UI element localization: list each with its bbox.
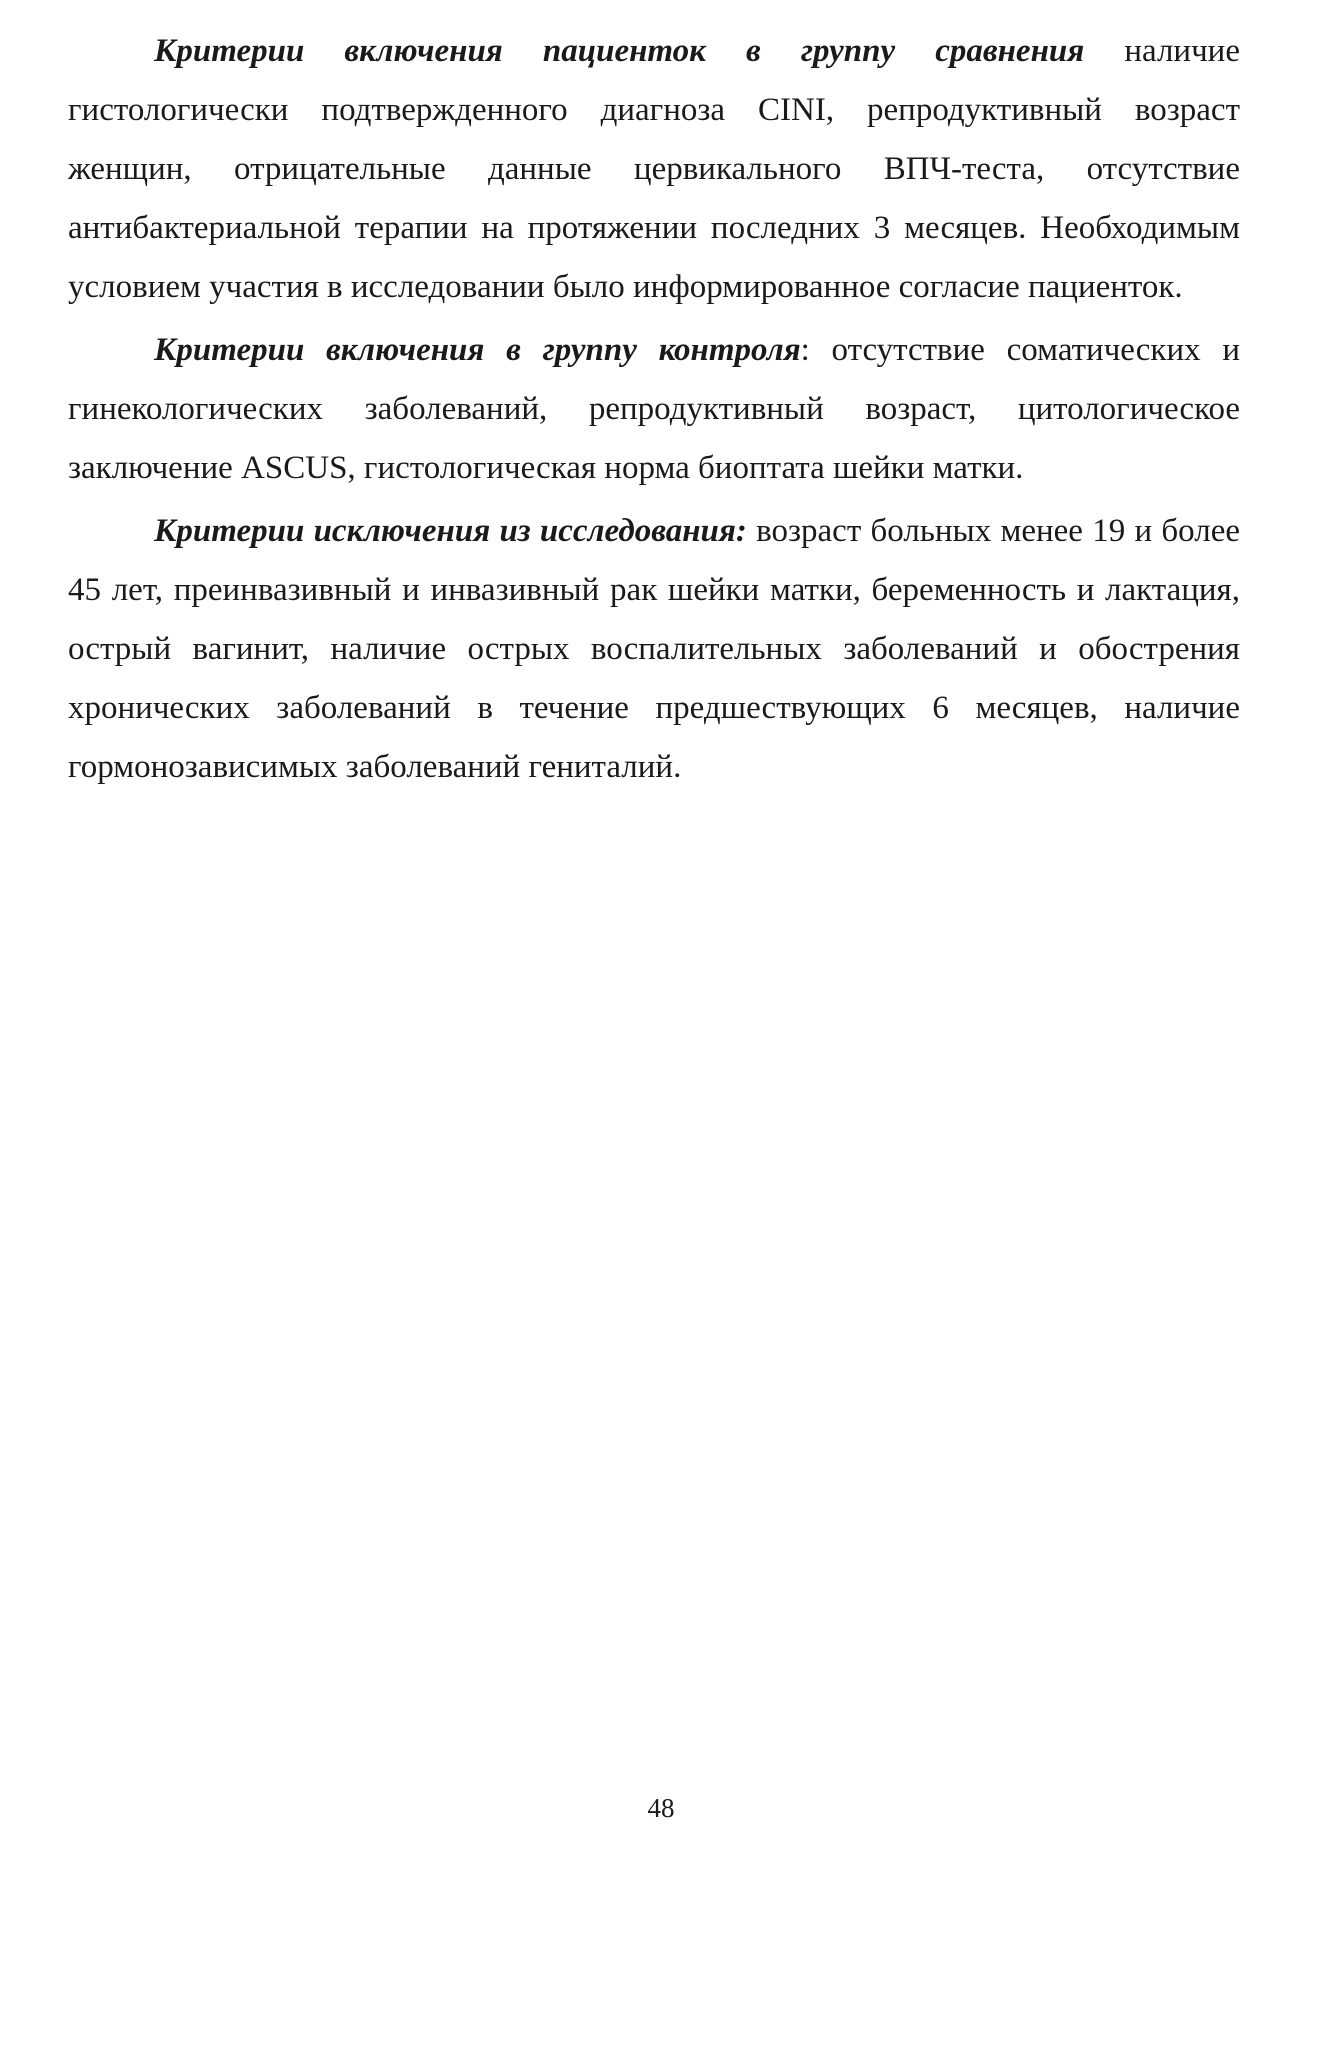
paragraph-lead: Критерии включения в группу контроля <box>154 332 801 368</box>
paragraph-control-group <box>68 321 1240 498</box>
document-page <box>68 22 1240 801</box>
paragraph-body: возраст больных менее 19 и более 45 лет, преинвазивный и инвазивный рак шейки матки, беременность и лактация, острый вагинит, наличие острых воспалительных заболеваний и обострения хронических заболеваний в течение предшествующих 6 месяцев, наличие гормонозависимых заболеваний гениталий. <box>68 513 1240 785</box>
paragraph-lead: Критерии исключения из исследования: <box>154 513 747 549</box>
page-number: 48 <box>647 1793 675 1823</box>
paragraph-body: : отсутствие соматических и гинекологических заболеваний, репродуктивный возраст, цитологическое заключение ASCUS, гистологическая норма биоптата шейки матки. <box>68 332 1240 486</box>
paragraph-exclusion-criteria <box>68 502 1240 797</box>
paragraph-comparison-group <box>68 22 1240 317</box>
paragraph-body: наличие гистологически подтвержденного диагноза CINI, репродуктивный возраст женщин, отрицательные данные цервикального ВПЧ-теста, отсутствие антибактериальной терапии на протяжении последних 3 месяцев. Необходимым условием участия в исследовании было информированное согласие пациенток. <box>68 33 1240 305</box>
paragraph-lead: Критерии включения пациенток в группу сравнения <box>154 33 1085 69</box>
